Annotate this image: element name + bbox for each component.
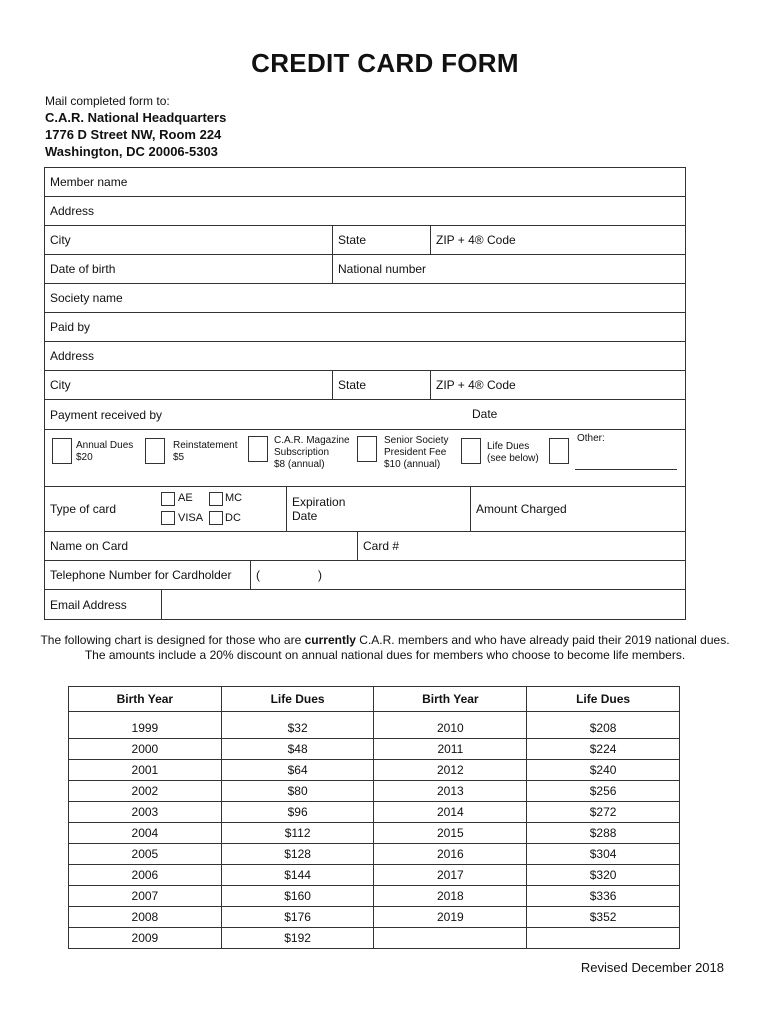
reinstatement-option [173,440,237,464]
life-dues-cell: $128 [221,844,374,865]
other-checkbox[interactable] [549,438,569,464]
life-dues-cell: $320 [527,865,680,886]
life-dues-cell: $224 [527,739,680,760]
phone-close-paren: ) [318,568,322,582]
life-dues-cell [527,928,680,949]
life-dues-header: Life Dues [527,687,680,712]
magazine-amount: $8 (annual) [274,459,325,470]
birth-year-cell: 2013 [374,781,527,802]
magazine-checkbox[interactable] [248,436,268,462]
city-field[interactable]: City [50,233,71,247]
reinstatement-amount: $5 [173,452,185,463]
note-emphasis: currently [304,633,356,647]
life-dues-cell: $80 [221,781,374,802]
mc-label: MC [225,492,243,504]
table-row [69,802,680,823]
address2-label: Address [50,349,95,363]
life-dues-option [487,441,539,465]
email-row [45,590,685,619]
table-row [69,760,680,781]
table-row [69,928,680,949]
table-row [69,886,680,907]
reinstatement-checkbox[interactable] [145,438,165,464]
table-row [69,844,680,865]
phone-open-paren: ( [256,568,260,582]
email-field[interactable] [161,590,685,619]
birth-year-cell: 2007 [69,886,222,907]
address-row[interactable] [45,197,685,226]
birth-year-cell: 1999 [69,712,222,739]
life-dues-cell: $192 [221,928,374,949]
member-name-row[interactable] [45,168,685,197]
table-row [69,907,680,928]
reinstatement-label: Reinstatement [173,440,238,451]
expiration-label: Expiration [292,495,346,509]
birth-year-cell: 2005 [69,844,222,865]
annual-dues-amount: $20 [76,452,93,463]
table-header-row [69,687,680,712]
life-dues-cell: $336 [527,886,680,907]
birth-year-cell: 2004 [69,823,222,844]
telephone-field[interactable] [250,561,685,589]
visa-checkbox[interactable] [161,511,175,525]
telephone-row [45,561,685,590]
life-dues-cell: $96 [221,802,374,823]
state2-field[interactable]: State [332,371,430,399]
address-label: Address [50,204,95,218]
city-row [45,226,685,255]
table-row [69,739,680,760]
visa-label: VISA [178,512,204,524]
national-number-field[interactable]: National number [332,255,685,283]
birth-year-cell: 2002 [69,781,222,802]
table-row [69,712,680,739]
payment-received-row[interactable] [45,400,685,430]
dob-field[interactable]: Date of birth [50,262,116,276]
life-dues-cell: $352 [527,907,680,928]
life-dues-cell: $304 [527,844,680,865]
life-dues-cell: $144 [221,865,374,886]
birth-year-cell: 2008 [69,907,222,928]
birth-year-cell: 2010 [374,712,527,739]
note-text-start: The following chart is designed for those who are [40,633,305,647]
life-dues-header: Life Dues [221,687,374,712]
member-name-label: Member name [50,175,128,189]
life-dues-cell: $32 [221,712,374,739]
senior-society-option [384,435,448,471]
address2-row[interactable] [45,342,685,371]
life-dues-cell: $208 [527,712,680,739]
birth-year-header: Birth Year [374,687,527,712]
paid-by-label: Paid by [50,320,91,334]
form-title: CREDIT CARD FORM [251,48,519,78]
life-dues-note: (see below) [487,453,539,464]
birth-year-cell: 2017 [374,865,527,886]
birth-year-cell: 2014 [374,802,527,823]
senior-society-sub-label: President Fee [384,447,447,458]
paid-by-row[interactable] [45,313,685,342]
life-dues-label: Life Dues [487,441,530,452]
dob-row [45,255,685,284]
mc-checkbox[interactable] [209,492,223,506]
table-row [69,781,680,802]
table-row [69,865,680,886]
ae-checkbox[interactable] [161,492,175,506]
life-dues-cell: $64 [221,760,374,781]
birth-year-cell [374,928,527,949]
hq-city: Washington, DC 20006-5303 [45,144,218,159]
life-dues-table-body [69,712,680,949]
life-dues-checkbox[interactable] [461,438,481,464]
amount-charged-field[interactable]: Amount Charged [470,487,685,531]
card-type-row [45,487,685,532]
name-on-card-field[interactable]: Name on Card [50,539,129,553]
city2-row [45,371,685,400]
magazine-label: C.A.R. Magazine [274,435,350,446]
email-label: Email Address [50,597,127,612]
zip2-field[interactable]: ZIP + 4® Code [430,371,685,399]
table-row [69,823,680,844]
life-dues-cell: $48 [221,739,374,760]
birth-year-cell: 2019 [374,907,527,928]
ae-label: AE [178,492,193,504]
annual-dues-option [76,440,133,464]
birth-year-cell: 2018 [374,886,527,907]
note-text-end: C.A.R. members and who have already paid their 2019 national dues. The amounts include a 20% discount on annual national dues for members who choose to become life members. [84,633,730,662]
life-dues-table [68,686,680,949]
birth-year-cell: 2006 [69,865,222,886]
life-dues-cell: $272 [527,802,680,823]
dc-label: DC [225,512,241,524]
birth-year-cell: 2011 [374,739,527,760]
payment-options-row [45,430,685,487]
other-line[interactable] [575,469,677,470]
life-dues-cell: $160 [221,886,374,907]
expiration-field[interactable] [286,487,470,531]
dc-checkbox[interactable] [209,511,223,525]
society-name-label: Society name [50,291,123,305]
magazine-sub-label: Subscription [274,447,330,458]
date-label: Date [472,407,498,421]
card-number-field[interactable]: Card # [357,532,685,560]
hq-name: C.A.R. National Headquarters [45,110,227,125]
annual-dues-checkbox[interactable] [52,438,72,464]
birth-year-header: Birth Year [69,687,222,712]
life-dues-cell: $240 [527,760,680,781]
birth-year-cell: 2009 [69,928,222,949]
senior-society-label: Senior Society [384,435,449,446]
birth-year-cell: 2003 [69,802,222,823]
revision-date: Revised December 2018 [580,960,724,975]
mail-label: Mail completed form to: [45,94,170,108]
payment-received-label: Payment received by [50,407,163,422]
name-on-card-row [45,532,685,561]
credit-card-form [44,167,686,620]
life-dues-cell: $176 [221,907,374,928]
magazine-option [274,435,350,471]
birth-year-cell: 2000 [69,739,222,760]
life-dues-cell: $256 [527,781,680,802]
birth-year-cell: 2001 [69,760,222,781]
life-dues-cell: $288 [527,823,680,844]
birth-year-cell: 2015 [374,823,527,844]
telephone-label: Telephone Number for Cardholder [50,568,232,582]
senior-society-checkbox[interactable] [357,436,377,462]
type-of-card-label: Type of card [50,502,117,516]
senior-society-amount: $10 (annual) [384,459,441,470]
society-row[interactable] [45,284,685,313]
other-label: Other: [577,433,605,444]
city2-field[interactable]: City [50,378,71,392]
expiration-date-label: Date [292,509,318,523]
birth-year-cell: 2012 [374,760,527,781]
life-dues-cell: $112 [221,823,374,844]
annual-dues-label: Annual Dues [76,440,134,451]
state-field[interactable]: State [332,226,430,254]
birth-year-cell: 2016 [374,844,527,865]
zip-field[interactable]: ZIP + 4® Code [430,226,685,254]
life-dues-note-paragraph [40,633,730,662]
hq-street: 1776 D Street NW, Room 224 [45,127,222,142]
